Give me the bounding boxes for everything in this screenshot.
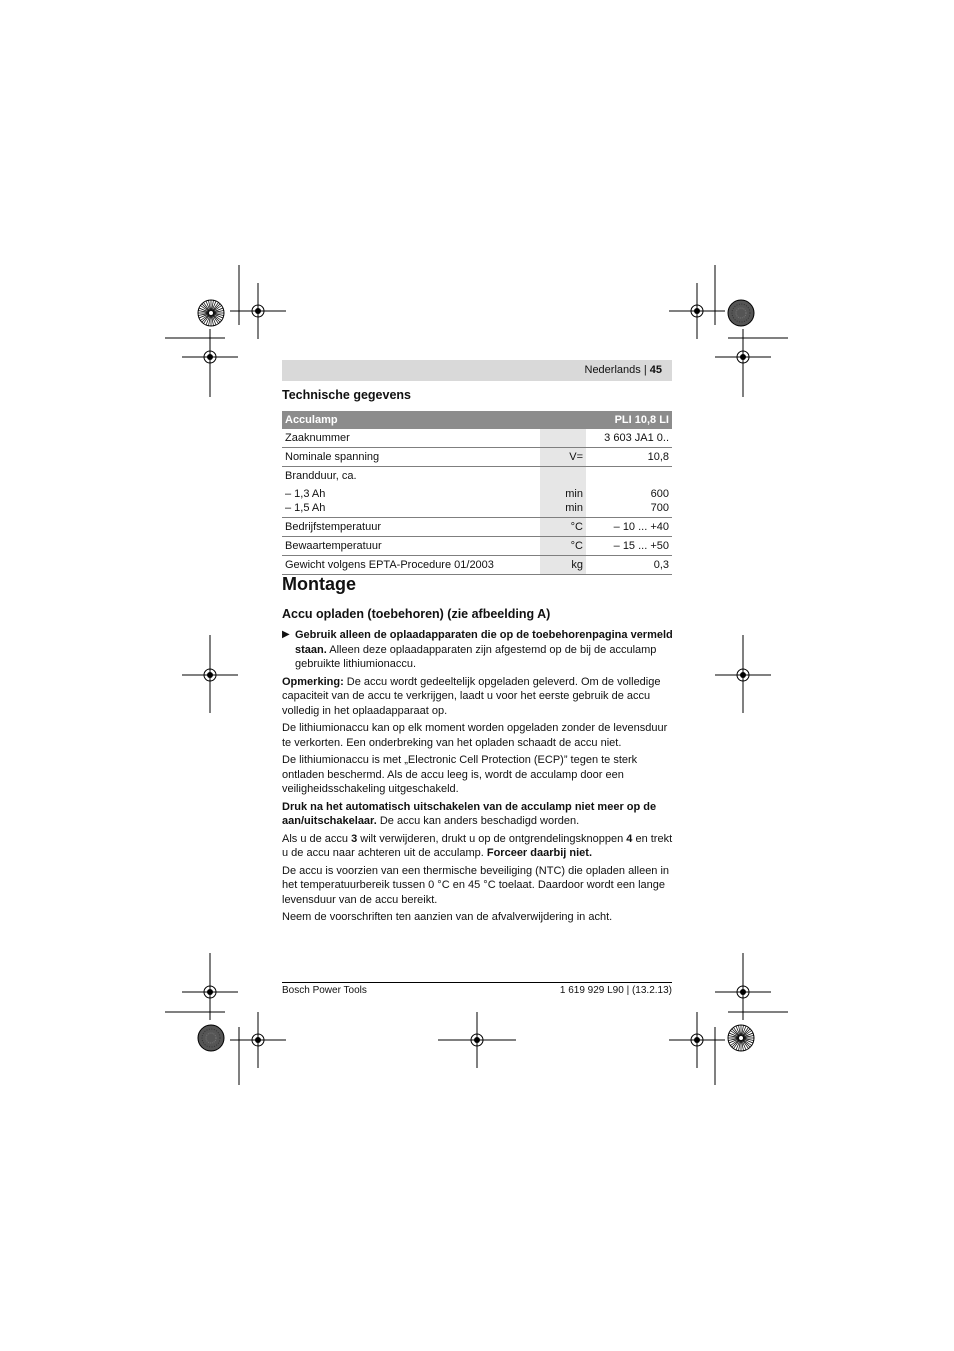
table-row (282, 518, 672, 537)
page-header (282, 360, 672, 381)
p5-text: De accu kan anders beschadigd worden. (376, 815, 580, 827)
sub-label: – 1,3 Ah (285, 488, 326, 500)
table-row (282, 556, 672, 575)
row-unit (540, 429, 586, 448)
sub-labels (285, 487, 537, 515)
crosshair-mark-right-upper (715, 329, 771, 385)
paragraph (282, 800, 674, 829)
sub-values (589, 487, 669, 515)
crosshair-mark-right-middle (715, 647, 771, 703)
row-value: 0,3 (586, 556, 672, 575)
header-text (585, 360, 663, 381)
header-separator: | (643, 364, 647, 376)
crosshair-mark-left-lower (182, 964, 238, 1020)
p6-text-e: en trekt u de accu naar achteren uit de acculamp. (282, 832, 673, 859)
header-language: Nederlands (584, 364, 641, 376)
row-label: Bedrijfstemperatuur (282, 518, 540, 537)
sub-label: – 1,5 Ah (285, 502, 326, 514)
section-title: Technische gegevens (282, 388, 411, 402)
body-text (282, 628, 674, 928)
bullet-paragraph (282, 628, 674, 672)
row-label: Bewaartemperatuur (282, 537, 540, 556)
p6-text-a: Als u de accu (282, 832, 352, 845)
sub-value: 700 (650, 502, 669, 514)
row-label: Gewicht volgens EPTA-Procedure 01/2003 (282, 556, 540, 575)
registration-sun-mark-top-left (198, 300, 224, 326)
table-row (282, 448, 672, 467)
p6-text-c: wilt verwijderen, drukt u op de ontgrendelingsknoppen (357, 832, 627, 845)
p1-bold: Gebruik alleen de oplaadapparaten die op de toebehorenpagina vermeld staan. (295, 629, 673, 656)
row-value: 3 603 JA1 0.. (586, 429, 672, 448)
crosshair-mark-right-lower (715, 964, 771, 1020)
paragraph (282, 675, 674, 719)
row-value: 10,8 (586, 448, 672, 467)
paragraph: De lithiumionaccu is met „Electronic Cell Protection (ECP)” tegen te sterk ontladen beschermd. Als de accu leeg is, wordt de acculamp door een veiligheidsschakeling uitgeschakeld. (282, 754, 638, 795)
row-unit: V= (540, 448, 586, 467)
crosshair-mark-left-upper (182, 329, 238, 385)
row-unit-group (540, 467, 586, 518)
p6-ref-4: 4 (626, 832, 633, 845)
row-unit: kg (540, 556, 586, 575)
row-unit: °C (540, 537, 586, 556)
registration-dark-mark-bottom-left (198, 1025, 224, 1051)
paragraph: Neem de voorschriften ten aanzien van de afvalverwijdering in acht. (282, 911, 613, 923)
sub-units (543, 487, 583, 515)
crosshair-mark-bottom-right (669, 1012, 725, 1068)
page-number: 45 (649, 364, 662, 376)
p6-ref-3: 3 (351, 832, 358, 845)
table-row (282, 467, 672, 518)
paragraph: De lithiumionaccu kan op elk moment worden opgeladen zonder de levensduur te verkorten. Een onderbreking van het opladen schaadt de accu niet. (282, 722, 668, 749)
spec-head-left: Acculamp (282, 411, 586, 429)
row-value-group (586, 467, 672, 518)
sub-unit: min (565, 502, 583, 514)
row-label: Nominale spanning (282, 448, 540, 467)
row-label-group (282, 467, 540, 518)
crosshair-mark-bottom-center (449, 1012, 505, 1068)
p6-bold: Forceer daarbij niet. (486, 847, 593, 859)
p2-bold: Opmerking: (282, 675, 344, 688)
crosshair-mark-top-left (230, 283, 286, 339)
row-value: – 15 ... +50 (586, 537, 672, 556)
registration-sun-mark-bottom-right (728, 1025, 754, 1051)
row-unit: °C (540, 518, 586, 537)
registration-dark-mark-top-right (728, 300, 754, 326)
paragraph: De accu is voorzien van een thermische beveiliging (NTC) die opladen alleen in het temperatuurbereik tussen 0 °C en 45 °C toelaat. Daardoor wordt een lange levensduur van de accu bereikt. (282, 864, 670, 906)
spec-table (282, 411, 672, 575)
sub-value: 600 (650, 488, 669, 500)
page-footer (282, 982, 672, 996)
p5-bold: Druk na het automatisch uitschakelen van de acculamp niet meer op de aan/uitschakelaar. (282, 800, 657, 827)
sub-unit: min (565, 488, 583, 500)
footer-left: Bosch Power Tools (282, 985, 367, 996)
paragraph (282, 832, 674, 861)
crosshair-mark-left-middle (182, 647, 238, 703)
spec-table-header (282, 411, 672, 429)
crosshair-mark-bottom-left (230, 1012, 286, 1068)
row-label: Zaaknummer (282, 429, 540, 448)
spec-head-right: PLI 10,8 LI (586, 411, 672, 429)
crosshair-mark-top-right (669, 283, 725, 339)
subsection-title: Accu opladen (toebehoren) (zie afbeelding A) (282, 607, 551, 621)
footer-right: 1 619 929 L90 | (13.2.13) (559, 985, 672, 996)
triangle-bullet-icon: ▶ (282, 629, 290, 640)
row-label: Brandduur, ca. (285, 470, 357, 482)
row-value: – 10 ... +40 (586, 518, 672, 537)
table-row (282, 537, 672, 556)
p2-text: De accu wordt gedeeltelijk opgeladen geleverd. Om de volledige capaciteit van de accu te verkrijgen, laadt u voor het eerste gebruik de accu volledig in het oplaadapparaat op. (282, 675, 661, 717)
montage-title: Montage (282, 574, 356, 594)
table-row (282, 429, 672, 448)
p1-text: Alleen deze oplaadapparaten zijn afgestemd op de bij de acculamp gebruikte lithiumionaccu. (295, 643, 657, 670)
